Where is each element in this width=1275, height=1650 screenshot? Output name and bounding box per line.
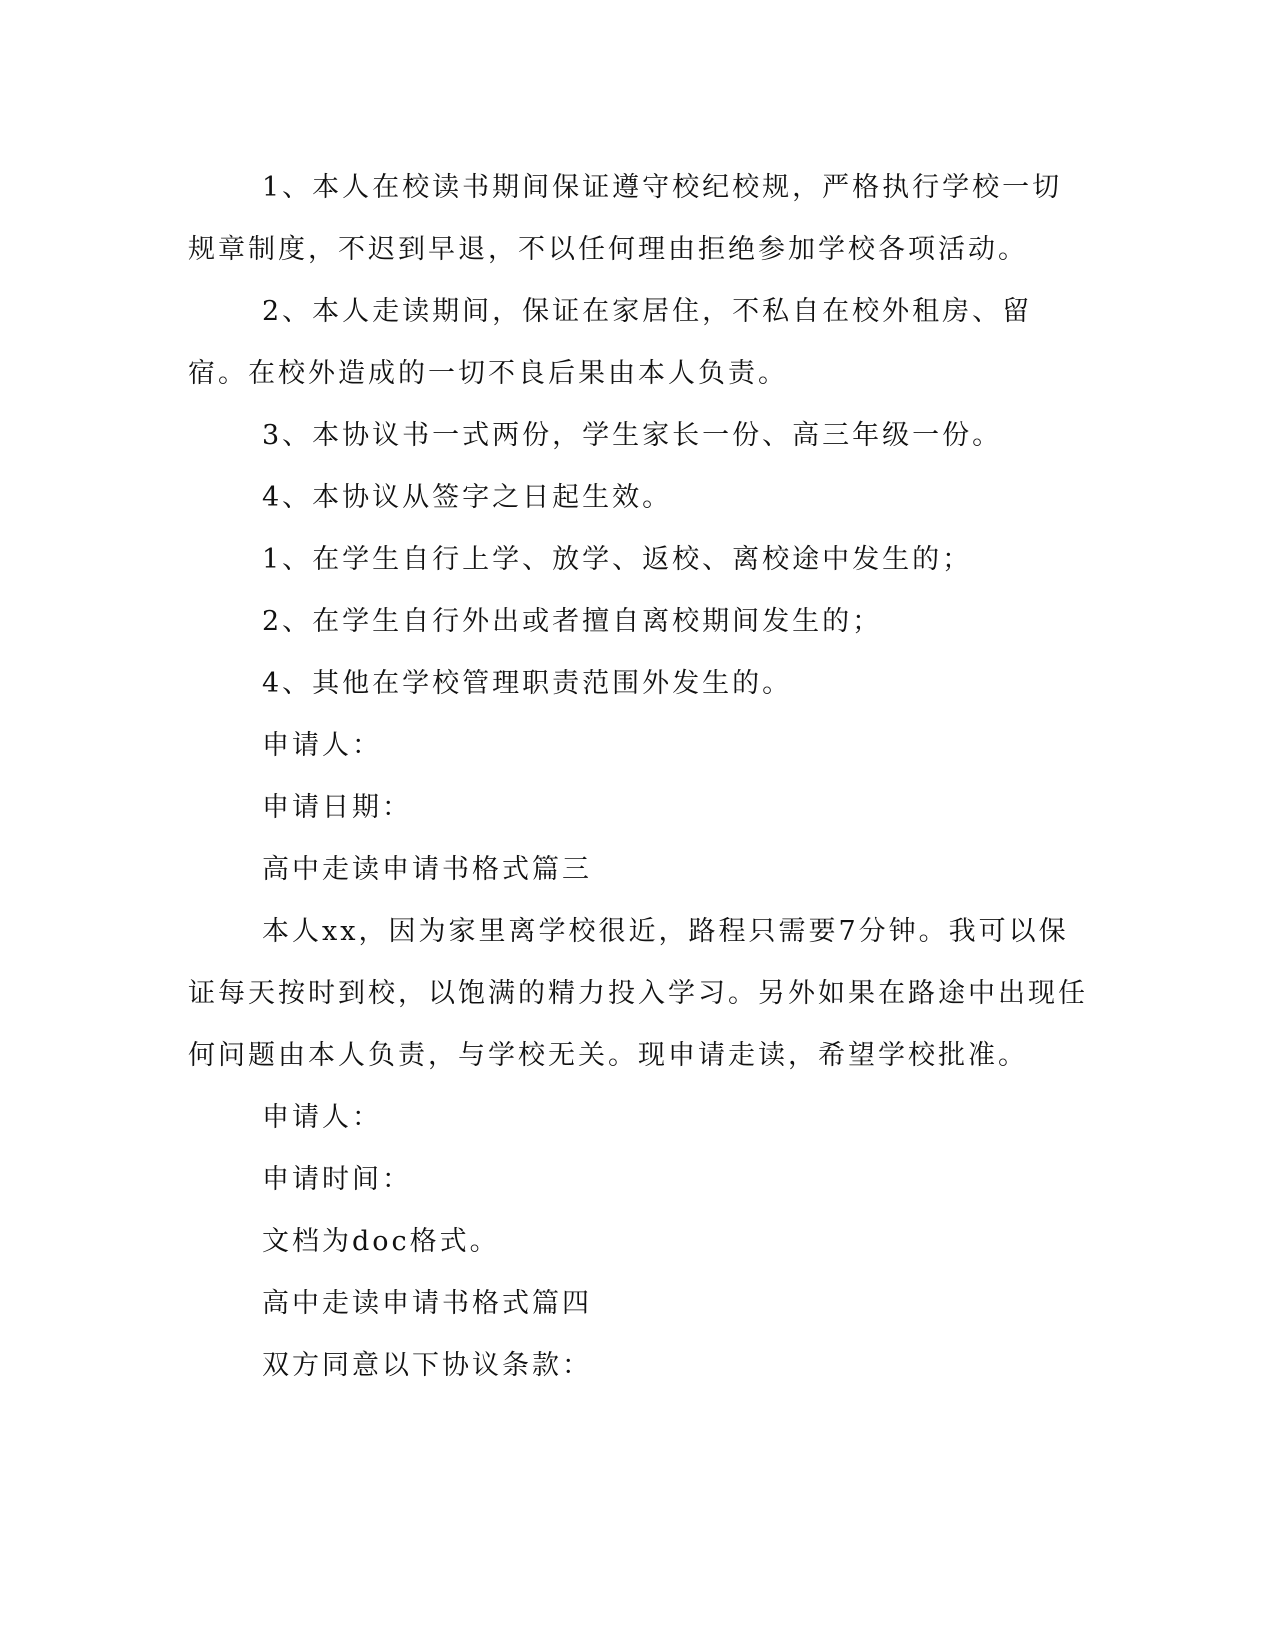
application-date-label: 申请日期： xyxy=(262,792,412,823)
paragraph-exemption-1: 1、在学生自行上学、放学、返校、离校途中发生的； xyxy=(262,544,973,575)
paragraph-exemption-2: 2、在学生自行外出或者擅自离校期间发生的； xyxy=(262,606,883,637)
paragraph-rule-1: 1、本人在校读书期间保证遵守校纪校规，严格执行学校一切规章制度，不迟到早退，不以任何理由拒绝参加学校各项活动。 xyxy=(188,172,1063,265)
format-note: 文档为doc格式。 xyxy=(262,1226,500,1257)
paragraph-rule-3: 3、本协议书一式两份，学生家长一份、高三年级一份。 xyxy=(262,420,1003,451)
section-heading-part-four: 高中走读申请书格式篇四 xyxy=(262,1288,592,1319)
document-body xyxy=(188,157,1088,1397)
paragraph-rule-2: 2、本人走读期间，保证在家居住，不私自在校外租房、留宿。在校外造成的一切不良后果由本人负责。 xyxy=(188,296,1033,389)
agreement-intro: 双方同意以下协议条款： xyxy=(262,1350,592,1381)
paragraph-exemption-4: 4、其他在学校管理职责范围外发生的。 xyxy=(262,668,793,699)
paragraph-rule-4: 4、本协议从签字之日起生效。 xyxy=(262,482,673,513)
applicant-label: 申请人： xyxy=(262,730,382,761)
applicant-label-2: 申请人： xyxy=(262,1102,382,1133)
application-time-label: 申请时间： xyxy=(262,1164,412,1195)
section-heading-part-three: 高中走读申请书格式篇三 xyxy=(262,854,592,885)
application-body: 本人xx，因为家里离学校很近，路程只需要7分钟。我可以保证每天按时到校，以饱满的精力投入学习。另外如果在路途中出现任何问题由本人负责，与学校无关。现申请走读，希望学校批准。 xyxy=(188,916,1088,1071)
